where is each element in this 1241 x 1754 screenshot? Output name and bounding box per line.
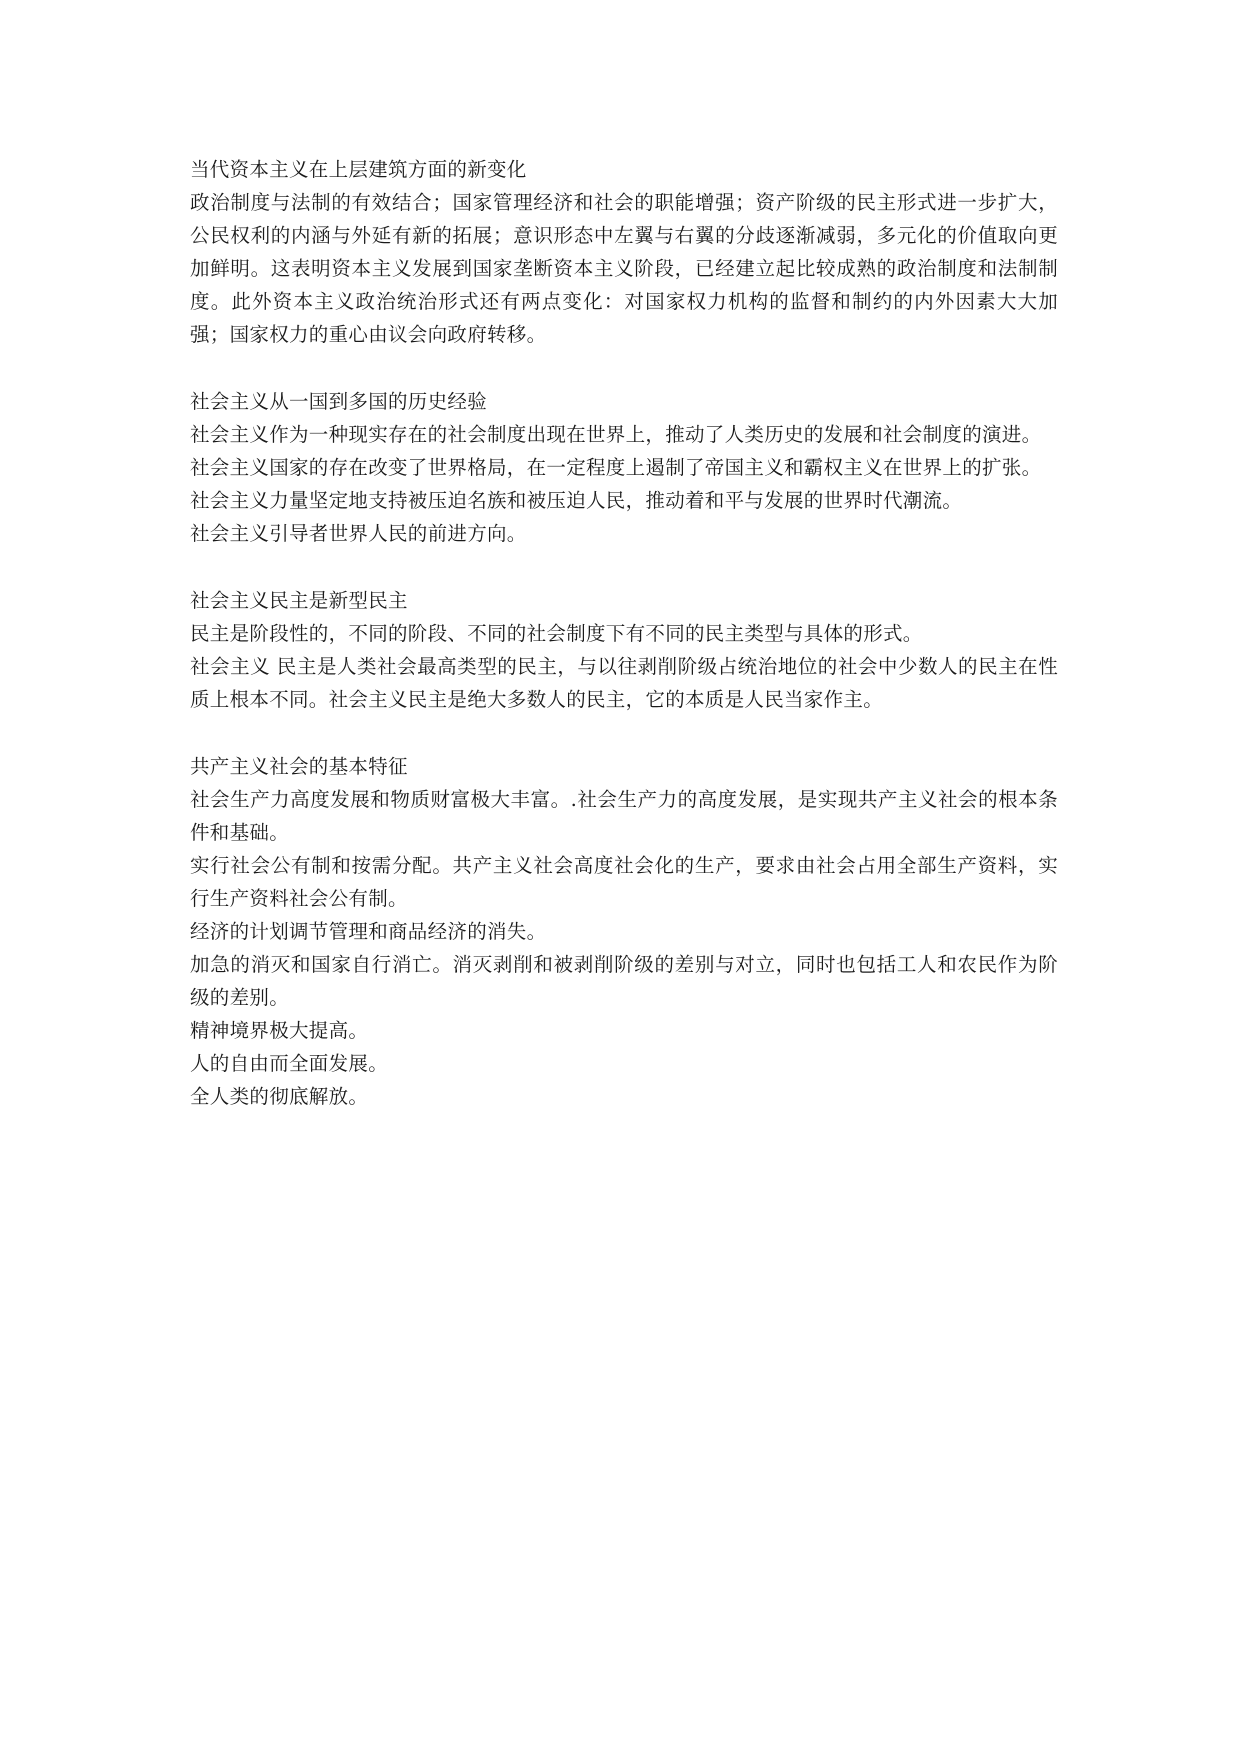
section-socialist-democracy [190,584,1058,716]
section-communist-features [190,750,1058,1113]
paragraph: 社会生产力高度发展和物质财富极大丰富。.社会生产力的高度发展，是实现共产主义社会的根本条件和基础。 [190,788,1058,844]
paragraph: 精神境界极大提高。 [190,1019,369,1042]
paragraph: 社会主义引导者世界人民的前进方向。 [190,522,527,545]
section-title: 共产主义社会的基本特征 [190,755,408,778]
section-title: 社会主义从一国到多国的历史经验 [190,390,488,413]
section-title: 社会主义民主是新型民主 [190,589,408,612]
section-title: 当代资本主义在上层建筑方面的新变化 [190,158,527,181]
paragraph: 社会主义国家的存在改变了世界格局，在一定程度上遏制了帝国主义和霸权主义在世界上的扩张。 [190,456,1042,479]
paragraph: 人的自由而全面发展。 [190,1052,389,1075]
section-capitalism-superstructure [190,153,1058,351]
paragraph: 民主是阶段性的，不同的阶段、不同的社会制度下有不同的民主类型与具体的形式。 [190,622,923,645]
paragraph: 社会主义 民主是人类社会最高类型的民主，与以往剥削阶级占统治地位的社会中少数人的民主在性质上根本不同。社会主义民主是绝大多数人的民主，它的本质是人民当家作主。 [190,655,1058,711]
paragraph: 社会主义作为一种现实存在的社会制度出现在世界上，推动了人类历史的发展和社会制度的演进。 [190,423,1042,446]
paragraph: 全人类的彻底解放。 [190,1085,369,1108]
paragraph: 实行社会公有制和按需分配。共产主义社会高度社会化的生产，要求由社会占用全部生产资料，实行生产资料社会公有制。 [190,854,1058,910]
paragraph: 加急的消灭和国家自行消亡。消灭剥削和被剥削阶级的差别与对立，同时也包括工人和农民作为阶级的差别。 [190,953,1058,1009]
paragraph: 政治制度与法制的有效结合；国家管理经济和社会的职能增强；资产阶级的民主形式进一步扩大，公民权利的内涵与外延有新的拓展；意识形态中左翼与右翼的分歧逐渐减弱，多元化的价值取向更加鲜明。这表明资本主义发展到国家垄断资本主义阶段，已经建立起比较成熟的政治制度和法制制度。此外资本主义政治统治形式还有两点变化：对国家权力机构的监督和制约的内外因素大大加强；国家权力的重心由议会向政府转移。 [190,191,1058,346]
paragraph: 社会主义力量坚定地支持被压迫名族和被压迫人民，推动着和平与发展的世界时代潮流。 [190,489,963,512]
document-page [190,153,1058,1113]
section-socialism-history [190,385,1058,550]
paragraph: 经济的计划调节管理和商品经济的消失。 [190,920,547,943]
